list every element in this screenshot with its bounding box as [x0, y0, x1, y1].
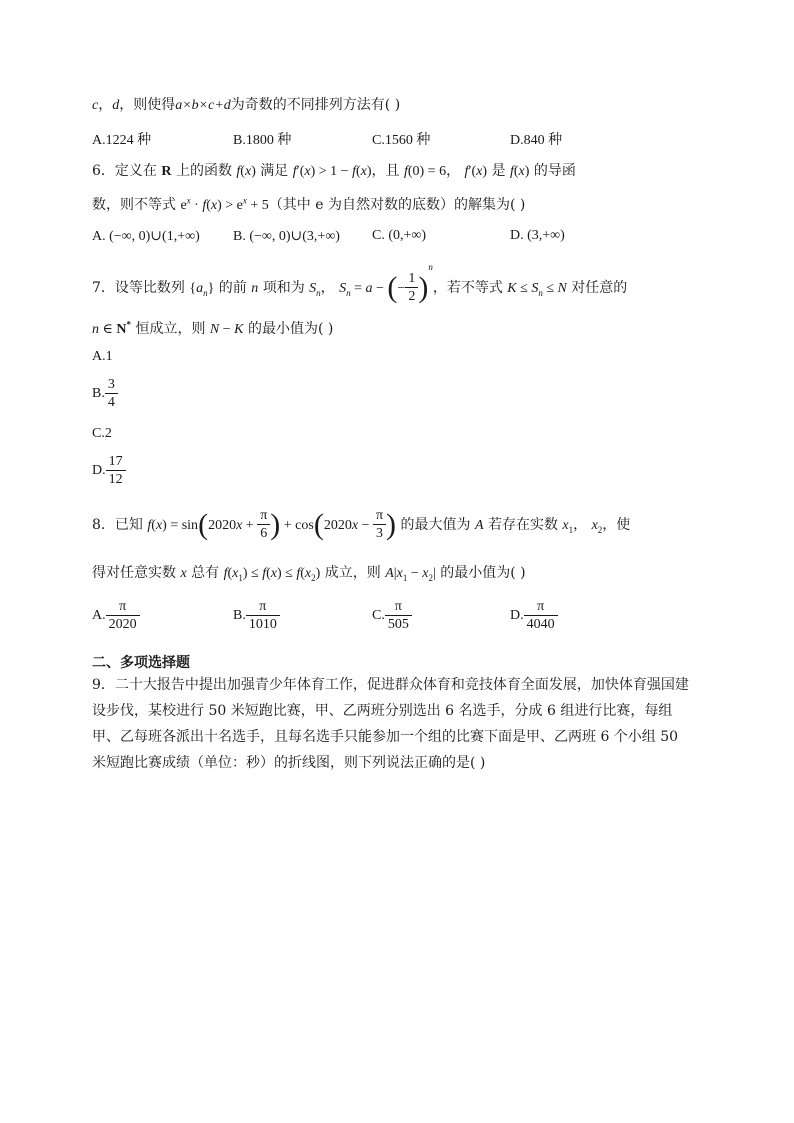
pi-over-3: $\frac{\pi}{3}$	[373, 509, 386, 541]
q5-option-b[interactable]: B.1800 种	[233, 133, 292, 148]
q7-option-d[interactable]	[92, 455, 126, 487]
numerator: π	[537, 599, 545, 614]
q8-option-a-label: A.	[92, 608, 106, 624]
denominator: 2020	[106, 615, 140, 632]
q5-text-b: 为奇数的不同排列方法有( )	[230, 97, 401, 113]
q7-number: 7．	[92, 280, 115, 296]
q6-option-c[interactable]: C. (0,+∞)	[372, 228, 427, 243]
q8-number: 8．	[92, 517, 115, 533]
q8-option-a[interactable]	[92, 600, 140, 632]
numerator: π	[394, 599, 402, 614]
q8-option-b-label: B.	[233, 608, 246, 624]
q5-text-a: ，则使得	[119, 97, 176, 113]
q8-stem-line-2: 得对任意实数 x 总有 $f(x_1) \le f(x) \le f(x_2)$ 成立，则 $A|x_1 - x_2|$ 的最小值为( )	[92, 565, 526, 583]
q7-stem-line-1: 7．设等比数列 $\{a_n\}$ 的前 n 项和为 $S_n$， $S_n = a$ − (− $\frac{1}{2}$ )$^n$，若不等式 $K \le S_n \le N$ 对任意的	[92, 262, 628, 304]
denominator: 505	[385, 615, 412, 632]
numerator: 3	[107, 377, 115, 392]
q7-option-a[interactable]: A.1	[92, 349, 113, 364]
numerator: π	[119, 599, 127, 614]
q8-option-c[interactable]	[372, 600, 412, 632]
q8-option-b-fraction	[246, 600, 280, 632]
q7-option-d-fraction	[106, 455, 126, 487]
q6-option-a[interactable]: A. (−∞, 0)∪(1,+∞)	[92, 229, 200, 244]
q6-number: 6．	[92, 163, 115, 179]
q8-option-d-label: D.	[510, 608, 524, 624]
q7-option-b[interactable]	[92, 378, 118, 410]
q9-stem: 9．二十大报告中提出加强青少年体育工作，促进群众体育和竞技体育全面发展，加快体育强国建设步伐，某校进行 50 米短跑比赛，甲、乙两班分别选出 6 名选手，分成 6 组进行比赛，每组甲、乙每班各派出十名选手，且每名选手只能参加一个组的比赛下面是甲、乙两班 6 个小组 50 米短跑比赛成绩（单位：秒）的折线图，则下列说法正确的是( )	[92, 677, 689, 771]
q6-stem-line-2: 数，则不等式 $e^x \cdot f(x) > e^x + 5$（其中 e 为自然对数的底数）的解集为( )	[92, 195, 526, 213]
numerator: 17	[108, 454, 123, 469]
q5-option-d[interactable]: D.840 种	[510, 133, 563, 148]
q8-option-b[interactable]	[233, 600, 280, 632]
q7-option-b-label: B.	[92, 386, 105, 402]
q7-option-d-label: D.	[92, 463, 106, 479]
denominator: 4040	[524, 615, 558, 632]
q8-option-a-fraction	[106, 600, 140, 632]
q7-half-fraction: $\frac{1}{2}$	[405, 272, 418, 304]
q7-option-b-fraction	[105, 378, 118, 410]
pi-over-6: $\frac{\pi}{6}$	[257, 509, 270, 541]
q8-option-d[interactable]	[510, 600, 558, 632]
q6-stem-line-1: 6．定义在 R 上的函数 f(x) 满足 f′(x) > 1 − f(x)，且 f(0) = 6， f′(x) 是 f(x) 的导函	[92, 163, 576, 179]
q7-stem-line-2: n ∈ N* 恒成立，则 N − K 的最小值为( )	[92, 319, 334, 337]
denominator: 1010	[246, 615, 280, 632]
section-title: 二、多项选择题	[92, 655, 190, 671]
q8-option-d-fraction	[524, 600, 558, 632]
q8-stem-line-1: 8．已知 f(x) = sin(2020x + $\frac{\pi}{6}$ ) + cos(2020x − $\frac{\pi}{3}$ ) 的最大值为 A 若存在实数 $x_1$， $x_2$，使	[92, 508, 631, 541]
q5-expression: a×b×c+d	[175, 98, 231, 113]
comma: ，	[98, 97, 113, 113]
var-c: c	[92, 98, 99, 113]
var-d: d	[112, 98, 120, 113]
q5-stem-line	[92, 94, 400, 114]
denominator: 12	[106, 470, 126, 487]
numerator: π	[259, 599, 267, 614]
q7-option-c[interactable]: C.2	[92, 426, 112, 441]
q6-option-d[interactable]: D. (3,+∞)	[510, 228, 565, 243]
q5-option-c[interactable]: C.1560 种	[372, 133, 431, 148]
q8-option-c-fraction	[385, 600, 412, 632]
q5-option-a[interactable]: A.1224 种	[92, 133, 152, 148]
q8-option-c-label: C.	[372, 608, 385, 624]
q6-option-b[interactable]: B. (−∞, 0)∪(3,+∞)	[233, 229, 340, 244]
denominator: 4	[105, 393, 118, 410]
